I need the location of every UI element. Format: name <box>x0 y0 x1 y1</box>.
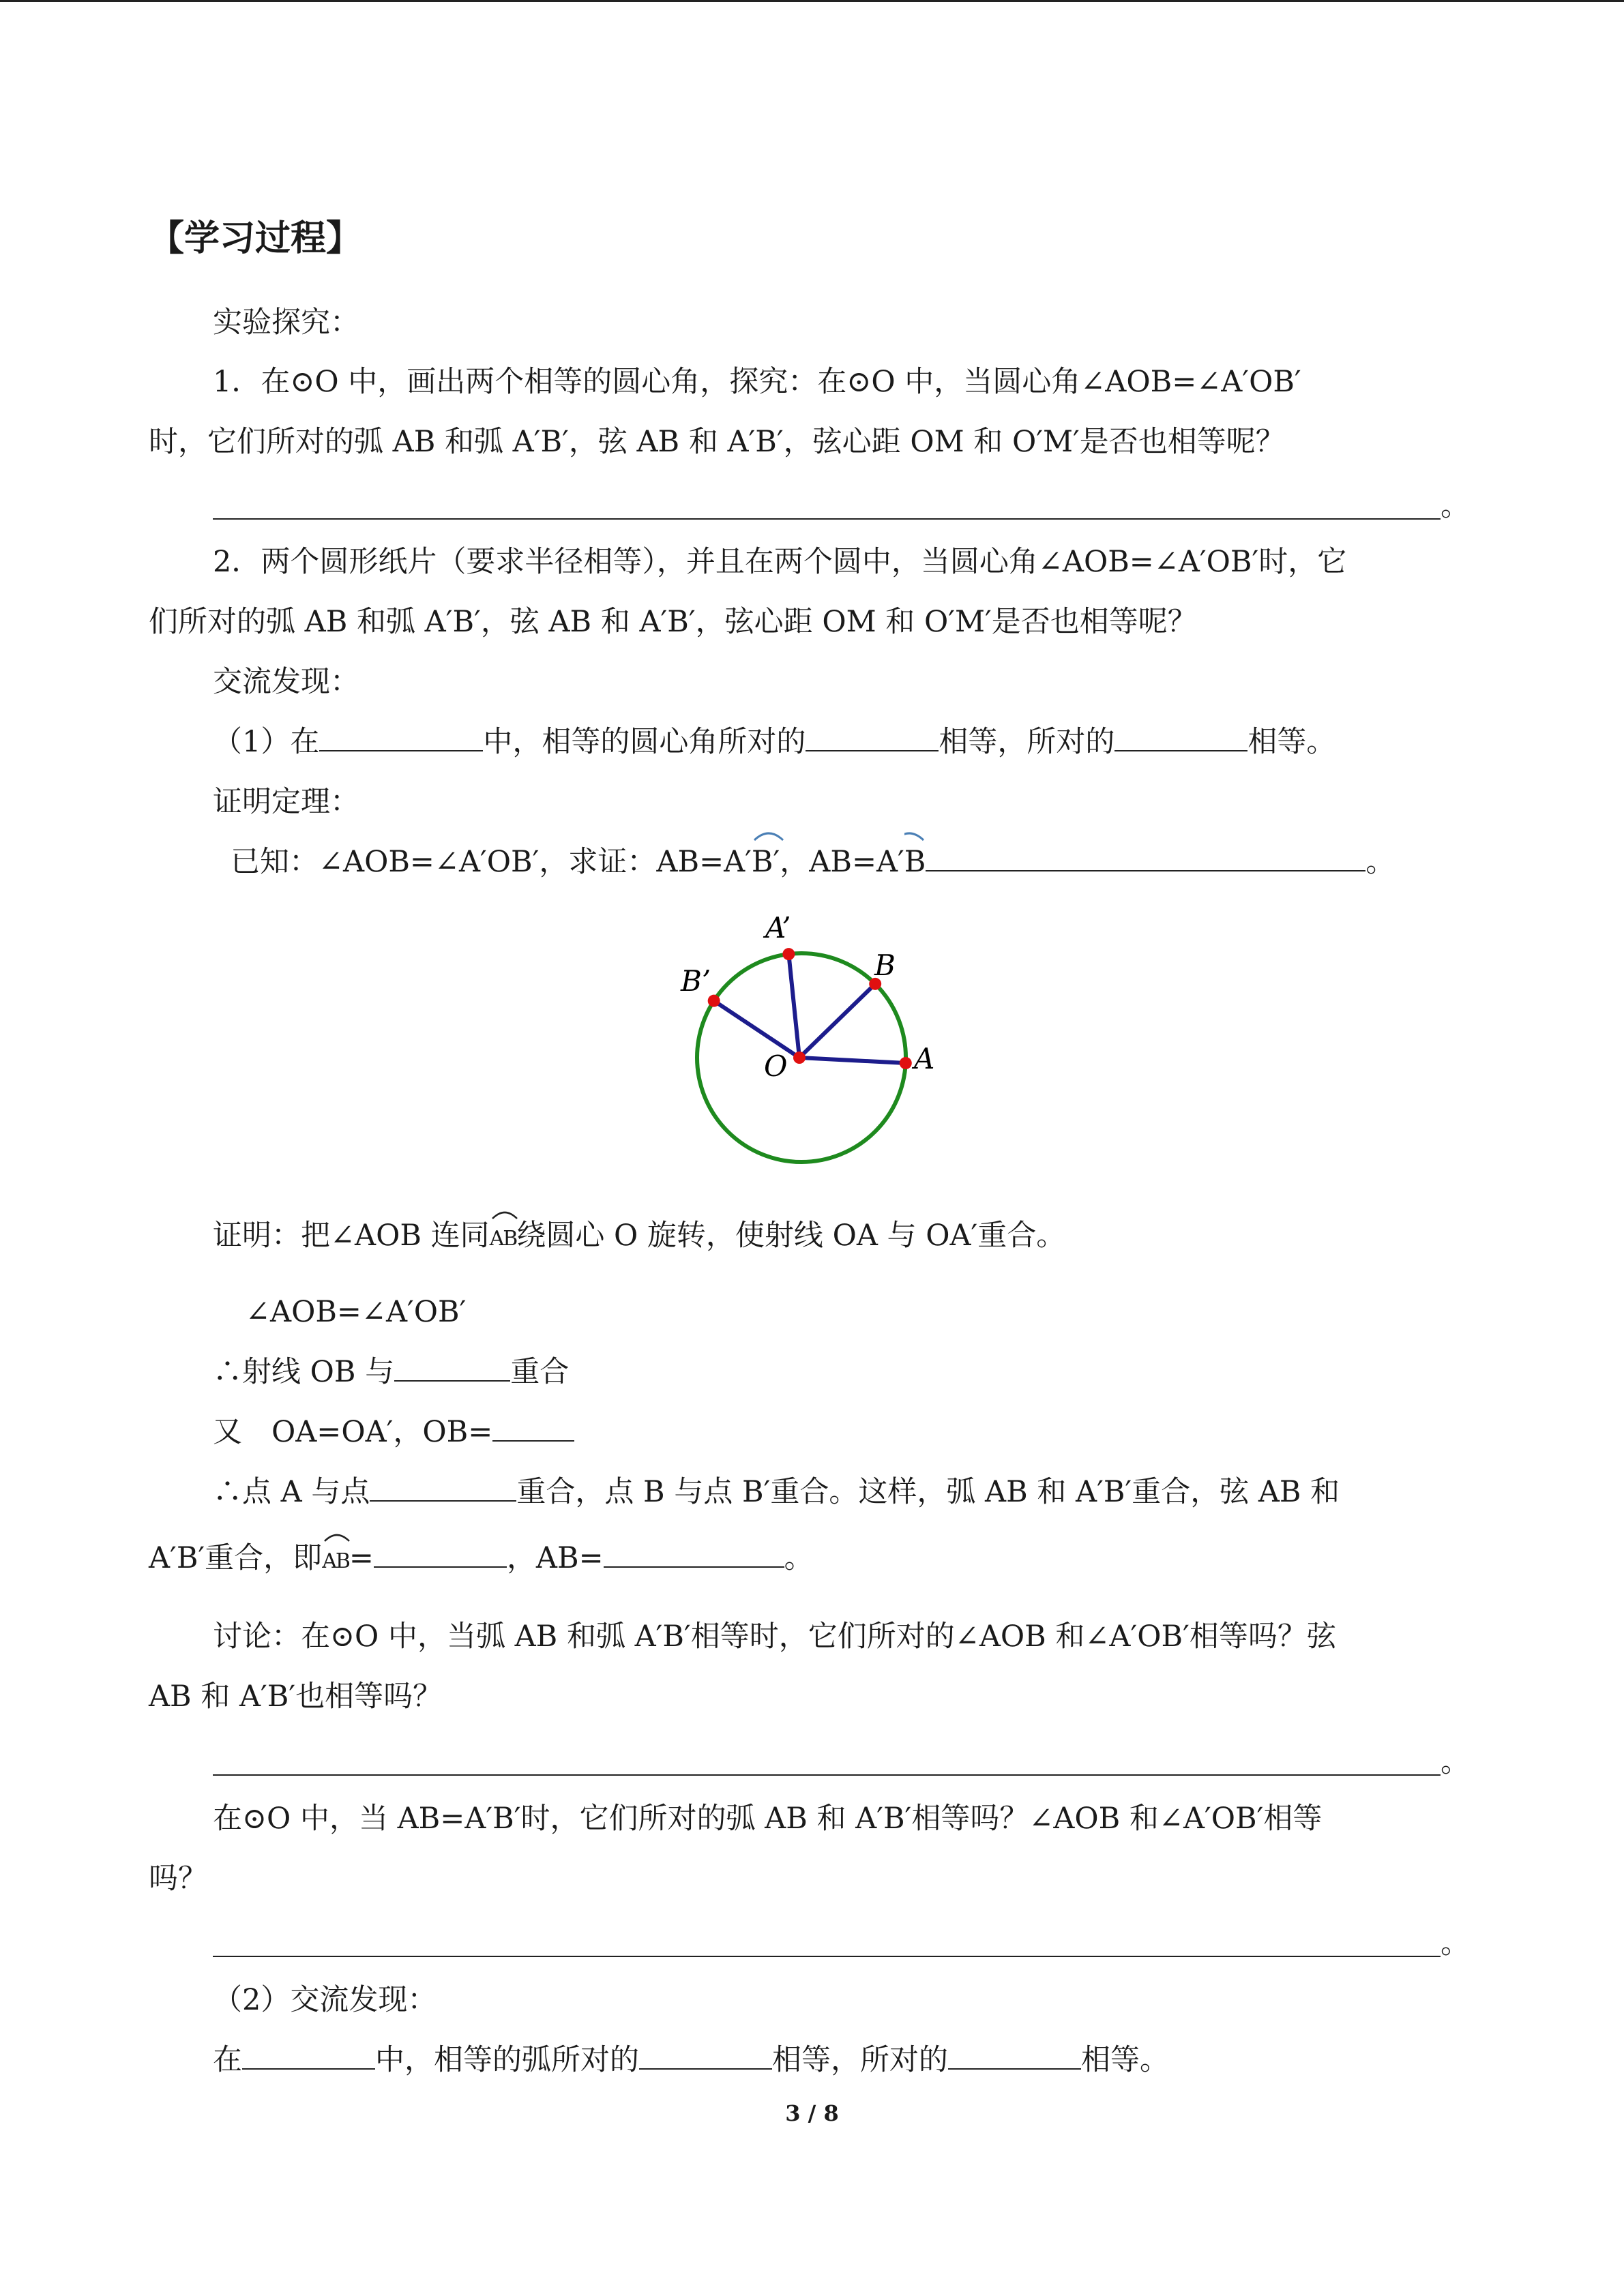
arc-icon <box>752 826 786 843</box>
section-heading: 【学习过程】 <box>149 218 362 259</box>
answer-line-3 <box>213 1956 1441 1957</box>
label-a: A <box>914 1042 935 1075</box>
blank-c1-3 <box>1114 721 1247 751</box>
answer-line-2 <box>213 1774 1441 1776</box>
question-2-line-1: 2．两个圆形纸片（要求半径相等），并且在两个圆中，当圆心角∠AOB=∠A′OB′时，它 <box>213 545 1347 579</box>
arc-ab-mark: AB <box>490 1219 517 1259</box>
page-number: 3 / 8 <box>785 2100 839 2126</box>
question-3-line-2: 吗？ <box>149 1862 207 1896</box>
blank-step5-2 <box>604 1538 784 1568</box>
arc-ab-mark-2: AB <box>322 1541 349 1582</box>
blank-c1-1 <box>319 721 483 751</box>
blank-c2-3 <box>948 2040 1081 2070</box>
label-b-prime: B’ <box>681 964 711 998</box>
blank-step2 <box>394 1352 510 1382</box>
segment-ob <box>799 984 875 1058</box>
point-a-prime <box>782 948 795 960</box>
blank-c2-2 <box>639 2040 772 2070</box>
segment-oa-prime <box>788 954 799 1058</box>
conclusion-1 <box>213 721 1335 762</box>
proof-b: 绕圆心 O 旋转，使射线 OA 与 OA′重合。 <box>516 1219 1066 1253</box>
experiment-label: 实验探究： <box>213 305 359 340</box>
discussion-line-2: AB 和 A′B′也相等吗？ <box>149 1680 443 1714</box>
point-o <box>793 1052 806 1064</box>
conclusion-1-b: 中，相等的圆心角所对的 <box>483 725 806 759</box>
arc-mark-1: B′ <box>752 841 780 882</box>
proof-a: 证明：把∠AOB 连同 <box>213 1219 490 1253</box>
point-a <box>900 1057 912 1069</box>
known-a: 已知：∠AOB=∠A′OB′，求证：AB=A′ <box>231 845 752 879</box>
known-b: ，AB=A′ <box>780 845 904 879</box>
arc-mark-2: B <box>904 841 926 882</box>
proof-step-3: 又 OA=OA′，OB= <box>213 1412 574 1452</box>
answer-line-2-period: 。 <box>1441 1745 1470 1779</box>
conclusion-1-c: 相等，所对的 <box>939 725 1115 759</box>
arc-icon <box>322 1529 352 1542</box>
label-o: O <box>764 1049 788 1083</box>
conclusion-1-d: 相等。 <box>1247 725 1336 759</box>
proof-step-1: ∠AOB=∠A′OB′ <box>246 1295 467 1329</box>
label-a-prime: A’ <box>765 911 791 944</box>
known-statement <box>231 841 1395 882</box>
top-border <box>0 0 1624 2</box>
proof-step-2: ∴射线 OB 与 重合 <box>213 1352 569 1392</box>
arc-icon <box>904 826 939 843</box>
conclusion-2-label: （2）交流发现： <box>213 1983 437 2017</box>
proof-line-1 <box>213 1215 1065 1259</box>
question-3-line-1: 在⊙O 中，当 AB=A′B′时，它们所对的弧 AB 和 A′B′相等吗？∠AOB 和∠A′OB′相等 <box>213 1802 1323 1836</box>
proof-step-5: A′B′重合，即 AB= ，AB= 。 <box>149 1538 814 1582</box>
answer-line-1-period: 。 <box>1441 489 1470 523</box>
answer-line-1 <box>213 518 1441 520</box>
exchange-label: 交流发现： <box>213 665 359 699</box>
prove-label: 证明定理： <box>213 785 359 819</box>
question-1-line-1: 1．在⊙O 中，画出两个相等的圆心角，探究：在⊙O 中，当圆心角∠AOB=∠A′OB′ <box>213 365 1301 399</box>
label-b: B <box>874 949 896 982</box>
blank-step3 <box>492 1412 574 1442</box>
blank-step5-1 <box>374 1538 507 1568</box>
blank-c2-1 <box>242 2040 375 2070</box>
known-period: 。 <box>1365 845 1396 879</box>
proof-step-4: ∴点 A 与点 重合，点 B 与点 B′重合。这样，弧 AB 和 A′B′重合，弦 AB 和 <box>213 1472 1340 1512</box>
blank-step4 <box>370 1472 516 1502</box>
discussion-line-1: 讨论：在⊙O 中，当弧 AB 和弧 A′B′相等时，它们所对的∠AOB 和∠A′OB′相等吗？弦 <box>213 1620 1336 1654</box>
conclusion-1-a: （1）在 <box>213 725 320 759</box>
conclusion-2: 在 中，相等的弧所对的 相等，所对的 相等。 <box>213 2040 1169 2081</box>
blank-known <box>926 841 1365 871</box>
segment-oa <box>799 1058 906 1063</box>
question-1-line-2: 时，它们所对的弧 AB 和弧 A′B′，弦 AB 和 A′B′，弦心距 OM 和 O′M′是否也相等呢？ <box>149 425 1285 459</box>
circle-figure <box>655 897 969 1169</box>
question-2-line-2: 们所对的弧 AB 和弧 A′B′，弦 AB 和 A′B′，弦心距 OM 和 O′M′是否也相等呢？ <box>149 605 1197 639</box>
arc-icon <box>490 1206 520 1220</box>
blank-c1-2 <box>806 721 939 751</box>
answer-line-3-period: 。 <box>1441 1926 1470 1960</box>
